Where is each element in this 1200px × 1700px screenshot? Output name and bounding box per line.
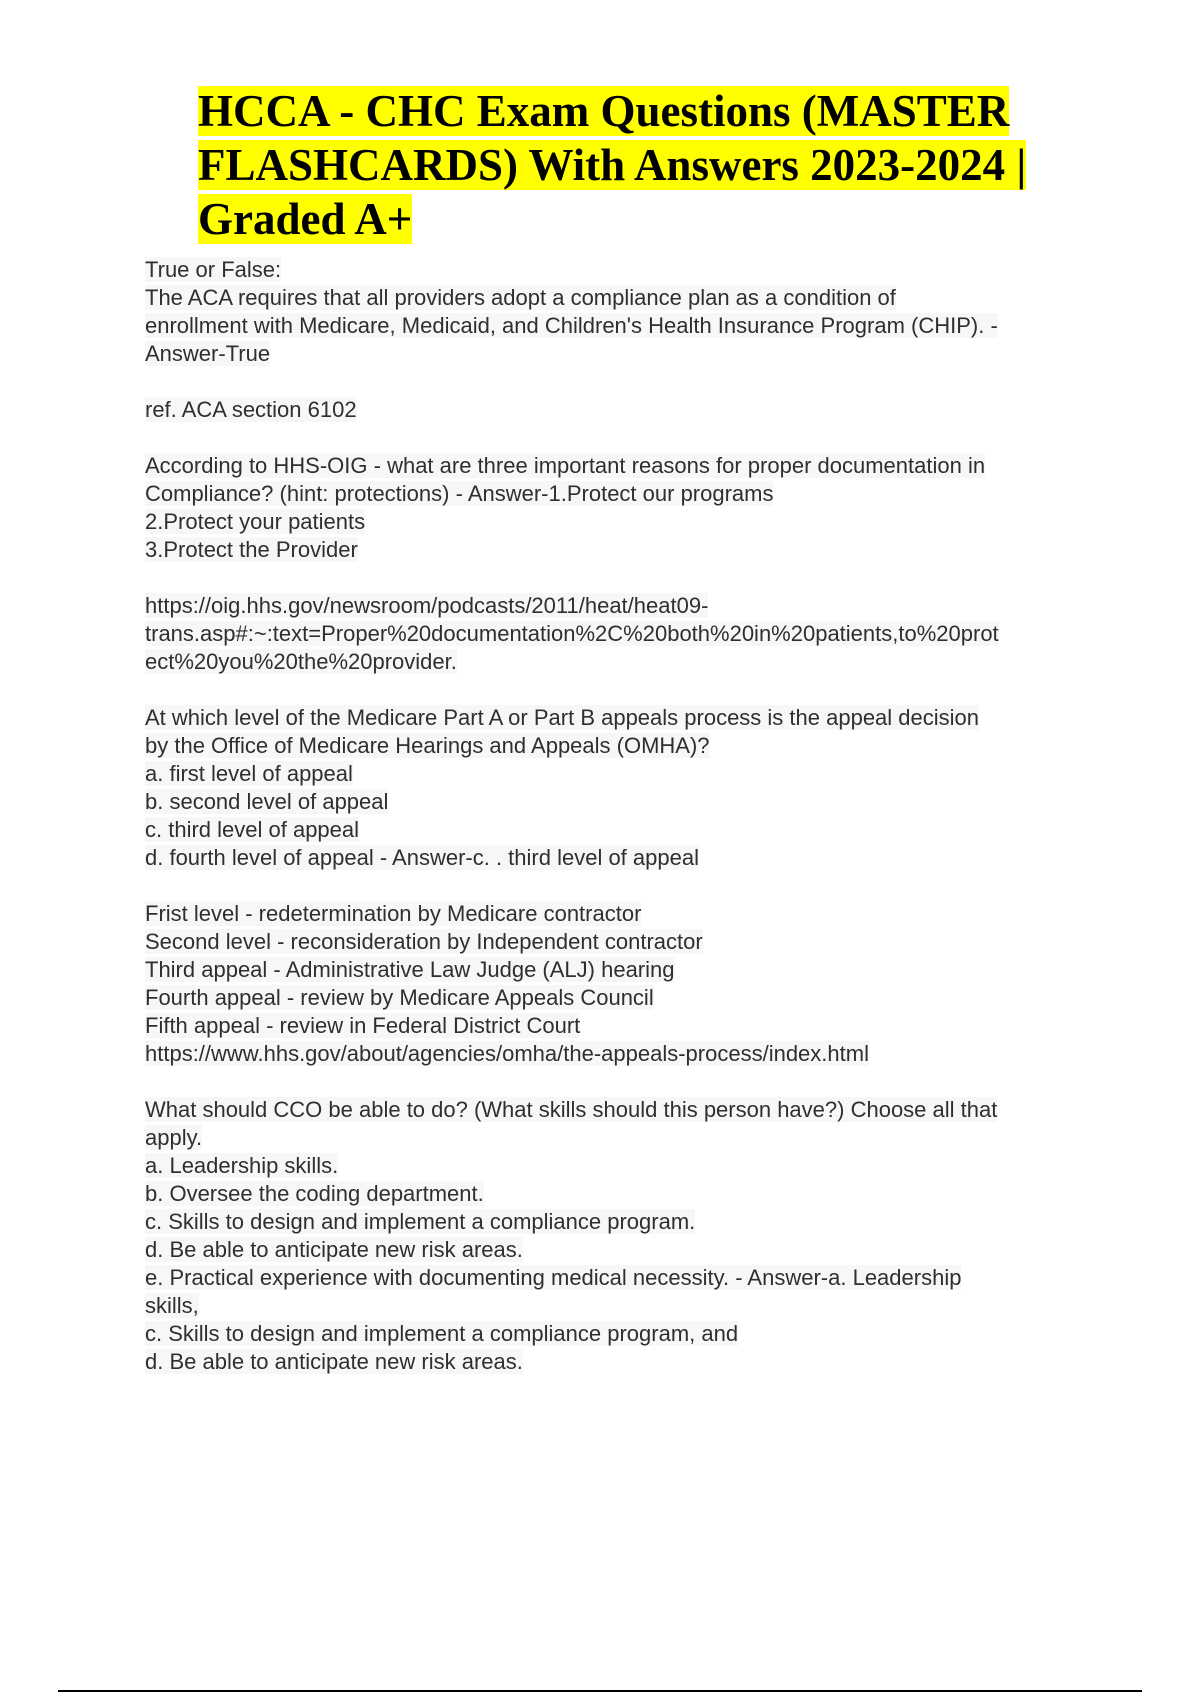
text-line: According to HHS-OIG - what are three important reasons for proper documentation in [145, 453, 986, 478]
text-line: At which level of the Medicare Part A or Part B appeals process is the appeal decision [145, 705, 980, 730]
text-line: https://oig.hhs.gov/newsroom/podcasts/2011/heat/heat09- [145, 593, 709, 618]
title-line: Graded A+ [198, 194, 413, 244]
page-bottom-rule [58, 1690, 1142, 1692]
answer-option: a. Leadership skills. [145, 1153, 339, 1178]
document-title [198, 84, 1118, 246]
text-line: Fourth appeal - review by Medicare Appeals Council [145, 985, 654, 1010]
text-line: enrollment with Medicare, Medicaid, and Children's Health Insurance Program (CHIP). - [145, 313, 998, 338]
text-line: Second level - reconsideration by Independent contractor [145, 929, 703, 954]
answer-option: d. Be able to anticipate new risk areas. [145, 1237, 523, 1262]
title-line: HCCA - CHC Exam Questions (MASTER [198, 86, 1010, 136]
text-line: c. Skills to design and implement a compliance program, and [145, 1321, 739, 1346]
text-line: skills, [145, 1293, 199, 1318]
text-line: True or False: [145, 257, 282, 282]
appeals-levels-list [145, 900, 1095, 1068]
answer-option: b. second level of appeal [145, 789, 389, 814]
text-line: What should CCO be able to do? (What skills should this person have?) Choose all that [145, 1097, 998, 1122]
text-line: Compliance? (hint: protections) - Answer-1.Protect our programs [145, 481, 774, 506]
text-line: 2.Protect your patients [145, 509, 366, 534]
text-line: apply. [145, 1125, 203, 1150]
text-line: https://www.hhs.gov/about/agencies/omha/the-appeals-process/index.html [145, 1041, 869, 1066]
text-line: Third appeal - Administrative Law Judge (ALJ) hearing [145, 957, 675, 982]
reference-block [145, 396, 1095, 424]
text-line: Answer-True [145, 341, 271, 366]
text-line: d. Be able to anticipate new risk areas. [145, 1349, 523, 1374]
text-line: ref. ACA section 6102 [145, 397, 357, 422]
url-block-oig [145, 592, 1095, 676]
answer-option: e. Practical experience with documenting medical necessity. - Answer-a. Leadership [145, 1265, 962, 1290]
text-line: Fifth appeal - review in Federal District Court [145, 1013, 581, 1038]
answer-option: a. first level of appeal [145, 761, 353, 786]
text-line: 3.Protect the Provider [145, 537, 358, 562]
answer-option: b. Oversee the coding department. [145, 1181, 484, 1206]
text-line: by the Office of Medicare Hearings and Appeals (OMHA)? [145, 733, 710, 758]
text-line: ect%20you%20the%20provider. [145, 649, 457, 674]
qa-block-documentation [145, 452, 1095, 564]
text-line: The ACA requires that all providers adopt a compliance plan as a condition of [145, 285, 896, 310]
text-line: trans.asp#:~:text=Proper%20documentation%2C%20both%20in%20patients,to%20prot [145, 621, 999, 646]
qa-block-appeals-level [145, 704, 1095, 872]
document-body [145, 256, 1095, 1404]
answer-option: d. fourth level of appeal - Answer-c. . third level of appeal [145, 845, 699, 870]
qa-block-cco-skills [145, 1096, 1095, 1376]
qa-block-aca-compliance [145, 256, 1095, 368]
answer-option: c. third level of appeal [145, 817, 360, 842]
title-line: FLASHCARDS) With Answers 2023-2024 | [198, 140, 1027, 190]
text-line: Frist level - redetermination by Medicare contractor [145, 901, 642, 926]
answer-option: c. Skills to design and implement a compliance program. [145, 1209, 696, 1234]
